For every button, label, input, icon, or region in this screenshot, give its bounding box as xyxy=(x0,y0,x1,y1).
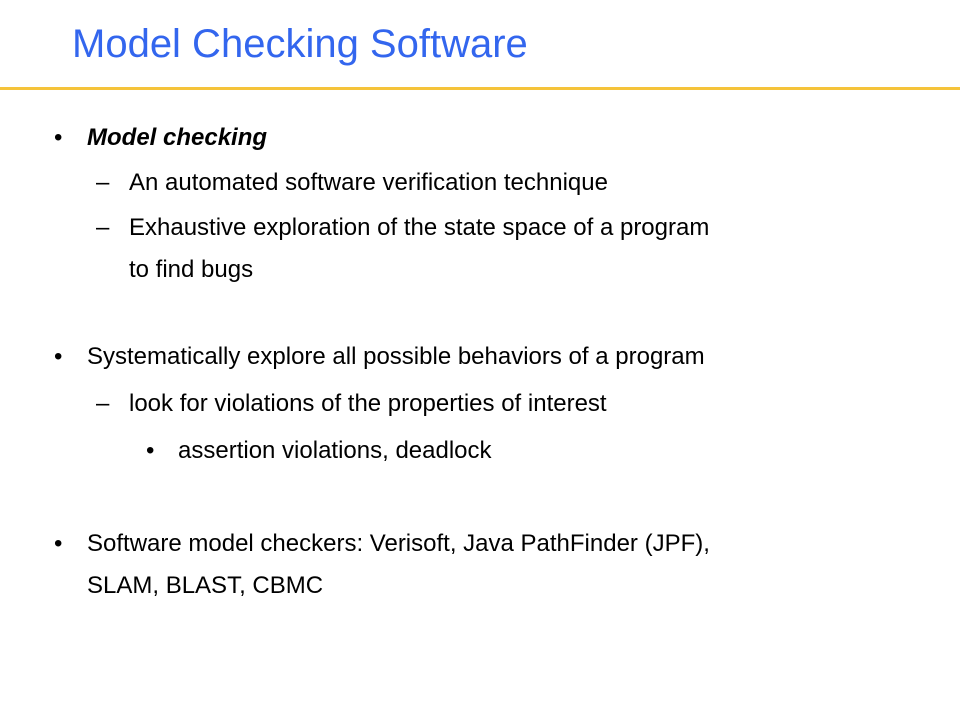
dash-marker: – xyxy=(96,214,110,241)
sub-bullet-look-for-violations: look for violations of the properties of interest xyxy=(129,390,607,417)
slide-title: Model Checking Software xyxy=(72,22,528,66)
dash-marker: – xyxy=(96,390,110,417)
sub-bullet-automated-technique: An automated software verification technique xyxy=(129,169,608,196)
bullet-marker: • xyxy=(54,124,63,151)
dash-marker: – xyxy=(96,169,110,196)
bullet-marker: • xyxy=(54,530,63,557)
bullet-software-model-checkers: Software model checkers: Verisoft, Java PathFinder (JPF), xyxy=(87,530,710,557)
sub-bullet-exhaustive-exploration-cont: to find bugs xyxy=(129,256,254,283)
bullet-model-checking: Model checking xyxy=(87,124,268,151)
bullet-systematically-explore: Systematically explore all possible behaviors of a program xyxy=(87,343,705,370)
bullet-software-model-checkers-cont: SLAM, BLAST, CBMC xyxy=(87,572,324,599)
sub-sub-bullet-marker: • xyxy=(146,437,155,464)
bullet-marker: • xyxy=(54,343,63,370)
sub-sub-bullet-assertion-violations: assertion violations, deadlock xyxy=(178,437,492,464)
title-divider xyxy=(0,87,960,90)
sub-bullet-exhaustive-exploration: Exhaustive exploration of the state space of a program xyxy=(129,214,710,241)
